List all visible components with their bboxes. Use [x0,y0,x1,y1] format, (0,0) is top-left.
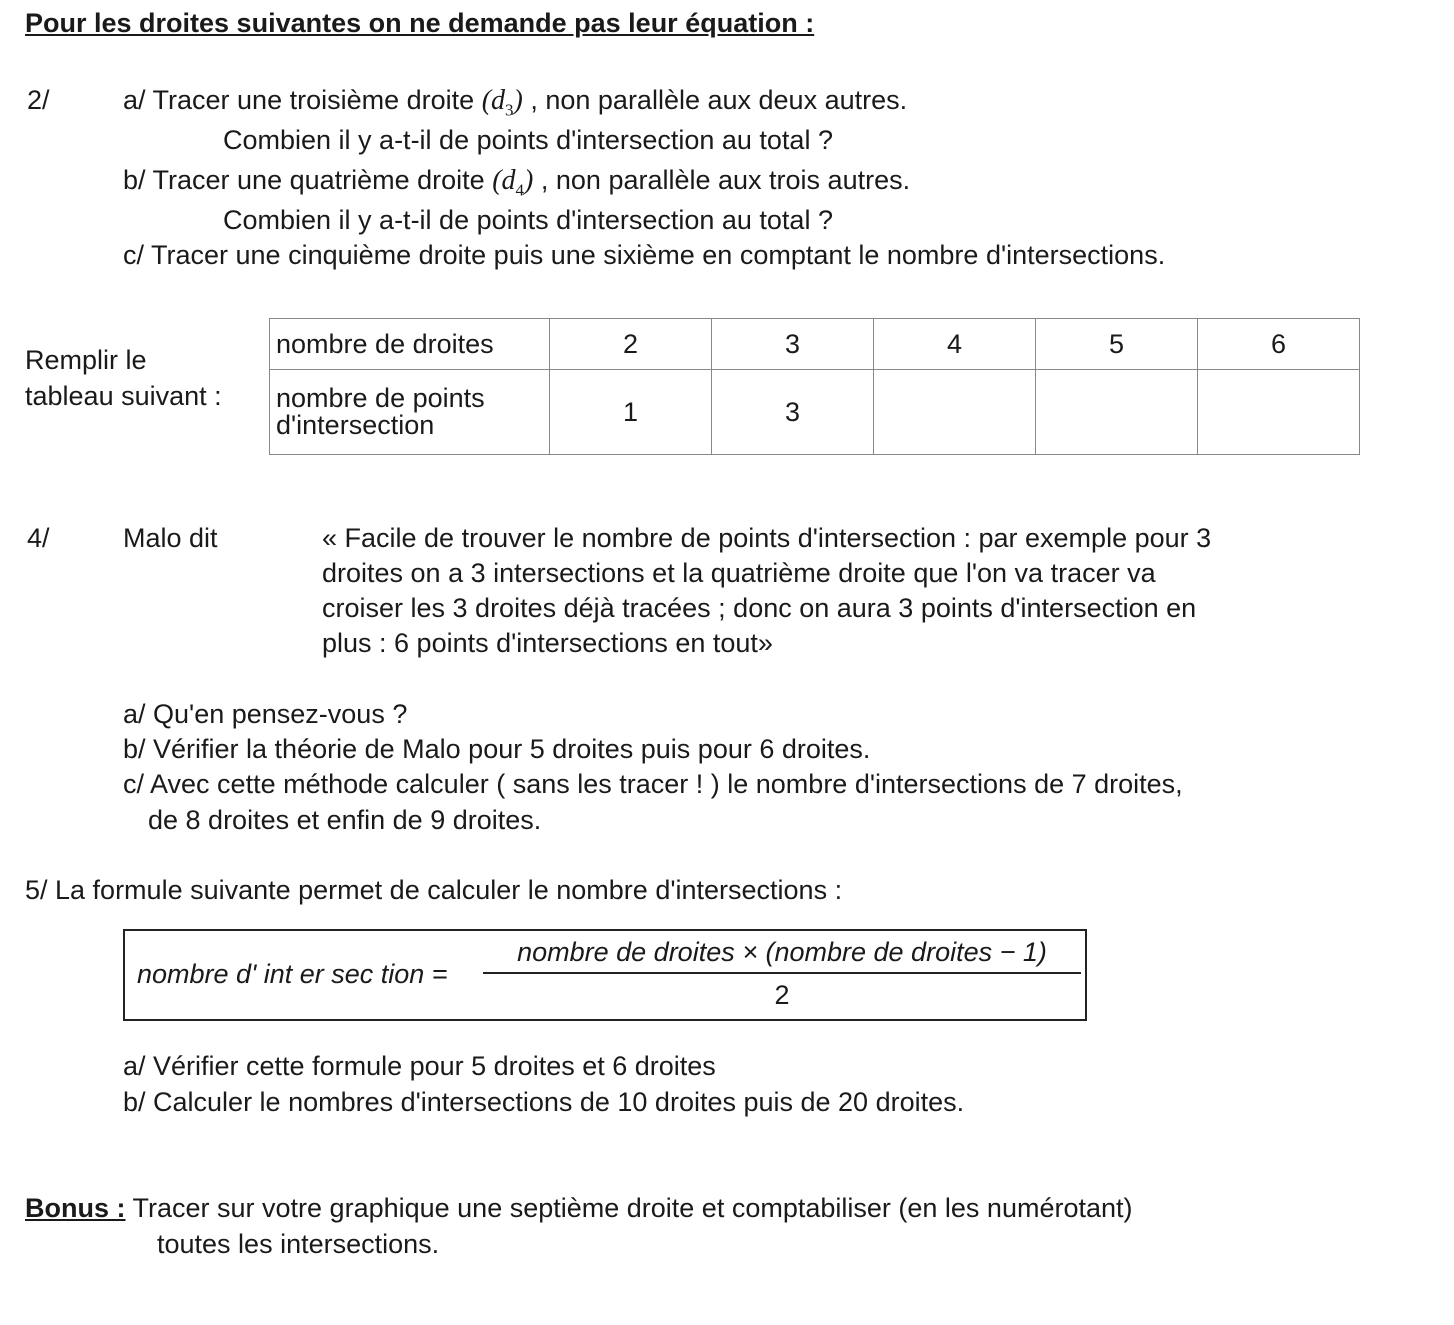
formula-fraction [483,939,1081,1009]
q5-b: b/ Calculer le nombres d'intersections de 10 droites puis de 20 droites. [123,1087,965,1117]
row2-cell-1[interactable]: 1 [550,370,712,455]
row2-cell-4[interactable] [1036,370,1198,455]
row2-cell-2[interactable]: 3 [712,370,874,455]
q2-a-text: a/ Tracer une troisième droite [123,85,475,115]
row1-header: nombre de droites [270,319,550,370]
q2-b-math: $(d_4)$ [492,165,534,200]
table-intro-line1: Remplir le [25,345,147,375]
page-title: Pour les droites suivantes on ne demande pas leur équation : [25,8,815,38]
row1-cell-4: 5 [1036,319,1198,370]
q2-b-text: b/ Tracer une quatrième droite [123,165,485,195]
table-row [270,319,1360,370]
intersections-table [269,318,1360,455]
q2-a-tail: , non parallèle aux deux autres. [530,85,908,115]
q4-a: a/ Qu'en pensez-vous ? [123,699,408,729]
row1-cell-3: 4 [874,319,1036,370]
q2-b-tail: , non parallèle aux trois autres. [540,165,911,195]
q2-a-line [123,87,907,119]
row2-cell-5[interactable] [1198,370,1360,455]
q4-quote-line3: croiser les 3 droites déjà tracées ; donc on aura 3 points d'intersection en [322,593,1197,623]
bonus-line2: toutes les intersections. [157,1229,440,1259]
q5-intro: 5/ La formule suivante permet de calculer le nombre d'intersections : [25,875,843,905]
formula-denominator: 2 [774,980,790,1010]
q2-a-math: $(d_3)$ [481,85,523,120]
formula-lhs: nombre d' int er sec tion = [137,959,448,989]
formula-numerator: nombre de droites × (nombre de droites − 1) [517,937,1047,967]
q2-c-line: c/ Tracer une cinquième droite puis une sixième en comptant le nombre d'intersections. [123,240,1166,270]
q2-a-question: Combien il y a-t-il de points d'intersection au total ? [223,125,833,155]
bonus-line1 [25,1195,1133,1222]
q4-speaker: Malo dit [123,523,218,553]
q4-quote-line2: droites on a 3 intersections et la quatrième droite que l'on va tracer va [322,558,1156,588]
table-row [270,370,1360,455]
formula-box [123,929,1087,1021]
row2-cell-3[interactable] [874,370,1036,455]
q5-a: a/ Vérifier cette formule pour 5 droites et 6 droites [123,1051,716,1081]
q2-b-question: Combien il y a-t-il de points d'intersection au total ? [223,205,833,235]
row2-header: nombre de points d'intersection [270,370,550,455]
q4-b: b/ Vérifier la théorie de Malo pour 5 droites puis pour 6 droites. [123,734,871,764]
q2-b-line [123,167,910,199]
q4-number: 4/ [27,523,50,553]
bonus-label: Bonus : [25,1193,126,1223]
q4-quote-line1: « Facile de trouver le nombre de points d'intersection : par exemple pour 3 [322,523,1212,553]
table-intro-line2: tableau suivant : [25,381,222,411]
q4-c-line2: de 8 droites et enfin de 9 droites. [148,805,542,835]
q4-c-line1: c/ Avec cette méthode calculer ( sans les tracer ! ) le nombre d'intersections de 7 droites, [123,769,1183,799]
row1-cell-2: 3 [712,319,874,370]
row1-cell-1: 2 [550,319,712,370]
q4-quote-line4: plus : 6 points d'intersections en tout» [322,628,773,658]
bonus-text: Tracer sur votre graphique une septième droite et comptabiliser (en les numérotant) [132,1193,1133,1223]
row1-cell-5: 6 [1198,319,1360,370]
q2-number: 2/ [27,85,50,115]
